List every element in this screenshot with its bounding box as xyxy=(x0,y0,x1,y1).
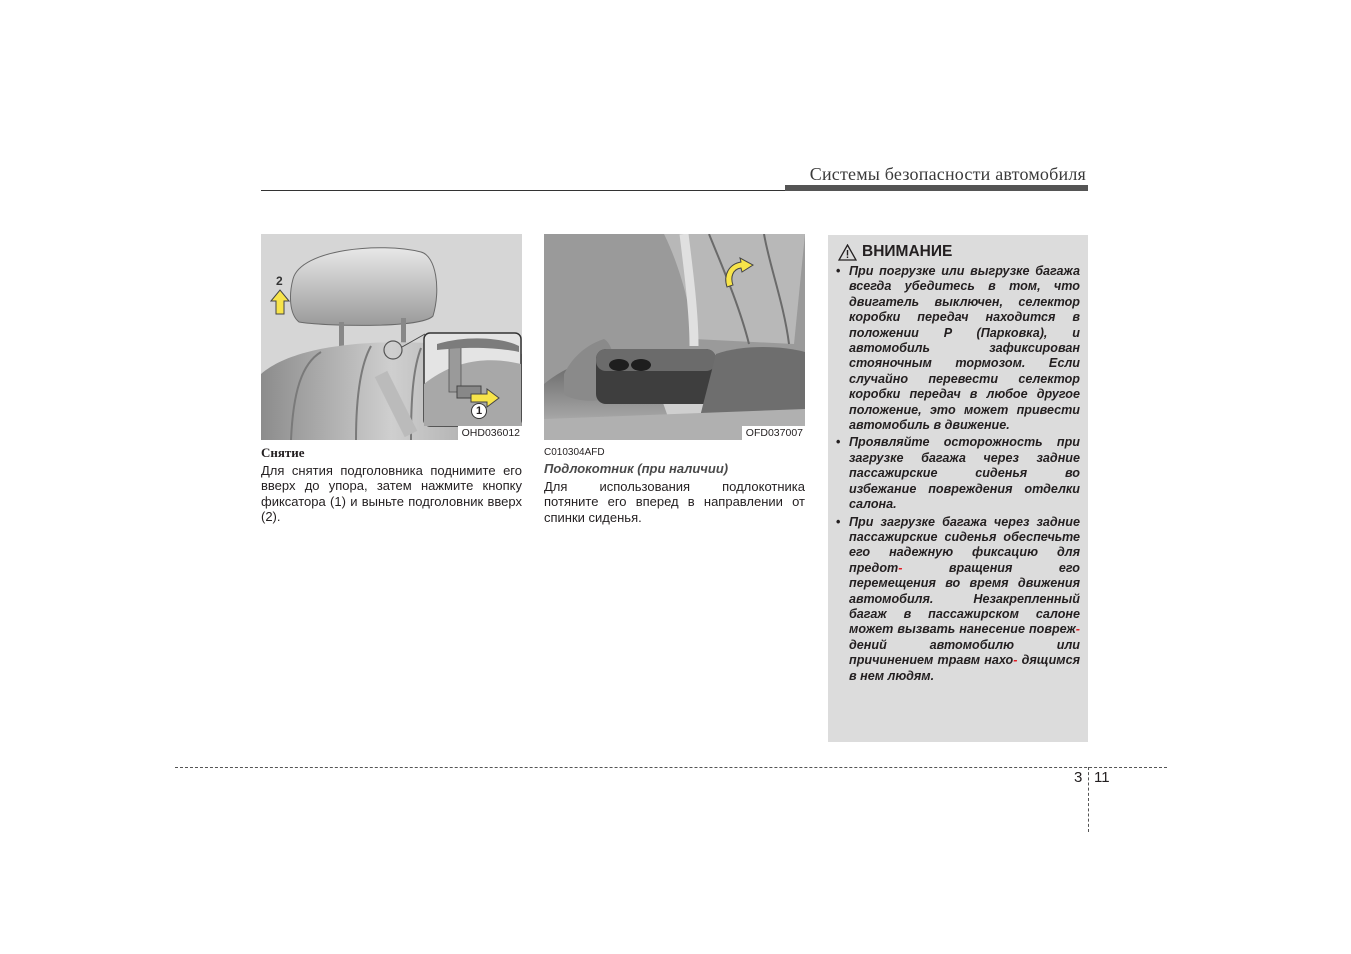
list-item-text: При загрузке багажа через задние пассажирские сиденья обеспечьте его надежную фиксацию для предот xyxy=(849,514,1080,575)
header-rule-bar xyxy=(785,185,1088,191)
list-item: • При погрузке или выгрузке багажа всегда убедитесь в том, что двигатель выключен, селектор коробки передач находится в положении P (Парковка), и автомобиль зафиксирован стояночным тормозом. Если случайно перевести селектор коробки передач в любое другое положение, это может привести автомобиль в движение. xyxy=(836,264,1080,433)
section-heading: Снятие xyxy=(261,445,305,460)
hyphen: - xyxy=(1075,622,1080,637)
chapter-number: 3 xyxy=(1074,769,1083,786)
armrest-figure xyxy=(544,234,805,440)
armrest-illustration xyxy=(544,234,805,440)
list-item-text: вращения его перемещения во время движения автомобиля. Незакрепленный багаж в пассажирском салоне может вызвать нанесение повреж xyxy=(849,560,1080,637)
hyphen: - xyxy=(898,560,903,575)
callout-1-label: 1 xyxy=(475,405,483,417)
armrest-section xyxy=(544,446,805,525)
list-item-text: дящимся в нем людям. xyxy=(849,653,1081,683)
warning-title-text: ВНИМАНИЕ xyxy=(862,243,953,260)
list-item: • Проявляйте осторожность при загрузке багажа через задние пассажирские сиденья во избежание повреждения отделки салона. xyxy=(836,435,1080,512)
warning-icon xyxy=(838,244,857,261)
warning-box xyxy=(828,235,1088,742)
footer-rule xyxy=(175,767,1167,768)
callout-2: 2 xyxy=(276,274,283,288)
body-text: Для снятия подголовника поднимите его вверх до упора, затем нажмите кнопку фиксатора (1) и выньте подголовник вверх (2). xyxy=(261,462,522,524)
section-heading: Подлокотник (при наличии) xyxy=(544,461,729,476)
footer-divider xyxy=(1088,767,1089,832)
section-title: Системы безопасности автомобиля xyxy=(809,164,1086,184)
arrow-up-icon xyxy=(270,289,290,315)
rotate-arrow-icon xyxy=(721,257,755,289)
hyphen: - xyxy=(1013,653,1018,668)
figure-code: OFD037007 xyxy=(742,426,805,440)
warning-list xyxy=(836,264,1080,684)
section-code: C010304AFD xyxy=(544,447,605,458)
page-number: 11 xyxy=(1094,769,1110,786)
body-text: Для использования подлокотника потяните его вперед в направлении от спинки сиденья. xyxy=(544,478,805,525)
arrow-icon xyxy=(469,388,501,408)
headrest-figure xyxy=(261,234,522,440)
header-rule xyxy=(261,190,786,191)
list-item-text: дений автомобилю или причинением травм нахо xyxy=(849,637,1080,668)
warning-title xyxy=(838,243,1080,261)
list-item xyxy=(836,515,1080,684)
figure-code: OHD036012 xyxy=(458,426,522,440)
headrest-removal-section xyxy=(261,445,522,525)
